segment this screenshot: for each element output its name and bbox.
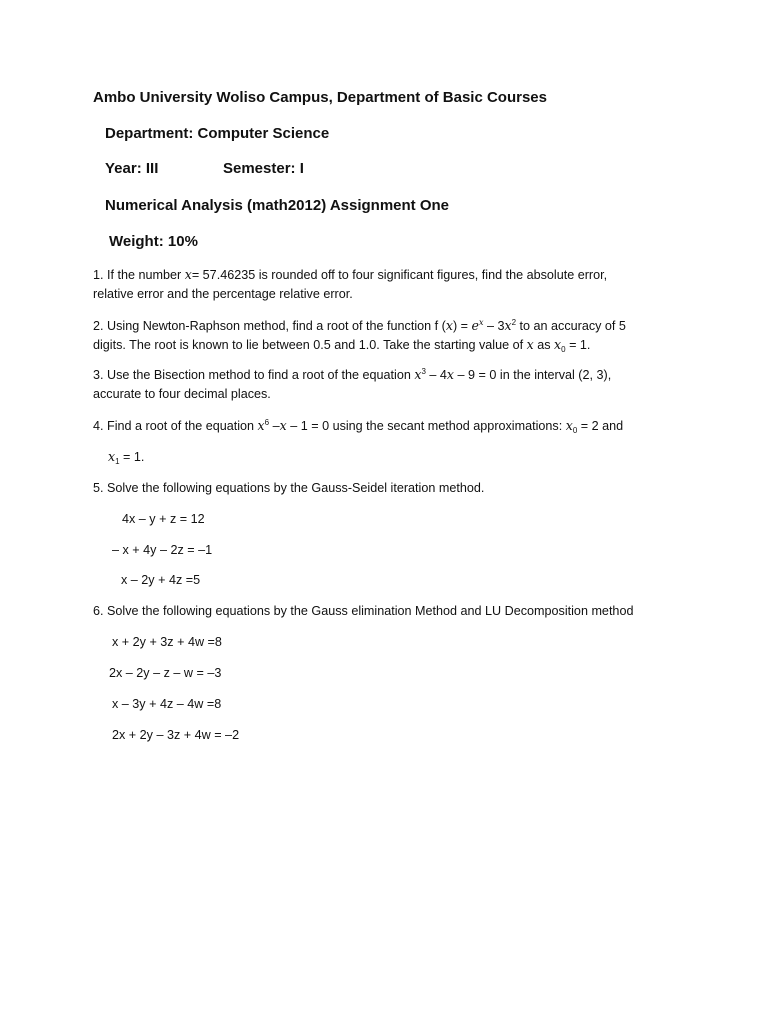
question-3-line-1: 3. Use the Bisection method to find a root of the equation $x^3 - 4x - 9 = 0$ in the interval (2, 3), — [93, 367, 612, 382]
question-6-text: 6. Solve the following equations by the Gauss elimination Method and LU Decomposition method — [93, 604, 634, 618]
weight-heading: Weight: 10% — [109, 233, 198, 250]
question-6-equation-4: 2x + 2y – 3z + 4w = –2 — [112, 728, 240, 742]
question-6-equation-2: 2x – 2y – z – w = –3 — [109, 666, 222, 680]
question-6-equation-1: x + 2y + 3z + 4w =8 — [112, 635, 222, 649]
question-6-equation-3: x – 3y + 4z – 4w =8 — [112, 697, 222, 711]
question-5-equation-1: 4x – y + z = 12 — [122, 512, 205, 526]
question-4-line-2: $x_1 = 1$. — [108, 449, 145, 466]
year-heading: Year: III — [105, 160, 159, 177]
question-5-equation-2: – x + 4y – 2z = –1 — [112, 543, 213, 557]
course-heading: Numerical Analysis (math2012) Assignment One — [105, 197, 450, 214]
question-2-line-1: 2. Using Newton-Raphson method, find a root of the function f $(x) = e^x - 3x^2$ to an accuracy of 5 — [93, 318, 626, 333]
question-4-line-1: 4. Find a root of the equation $x^6$ –x – 1 = 0 using the secant method approximations: $x_0 = 2$ and — [93, 418, 624, 435]
question-1-line-1: 1. If the number x= 57.46235 is rounded off to four significant figures, find the absolute error, — [93, 267, 608, 282]
university-heading: Ambo University Woliso Campus, Department of Basic Courses — [93, 89, 547, 106]
question-5-text: 5. Solve the following equations by the Gauss-Seidel iteration method. — [93, 481, 485, 495]
semester-heading: Semester: I — [223, 160, 304, 177]
question-3-line-2: accurate to four decimal places. — [93, 387, 271, 401]
department-heading: Department: Computer Science — [105, 125, 330, 142]
question-1-line-2: relative error and the percentage relative error. — [93, 287, 353, 301]
question-5-equation-3: x – 2y + 4z =5 — [121, 573, 201, 587]
question-2-line-2: digits. The root is known to lie between 0.5 and 1.0. Take the starting value of x as $x_0 = 1$. — [93, 337, 591, 354]
